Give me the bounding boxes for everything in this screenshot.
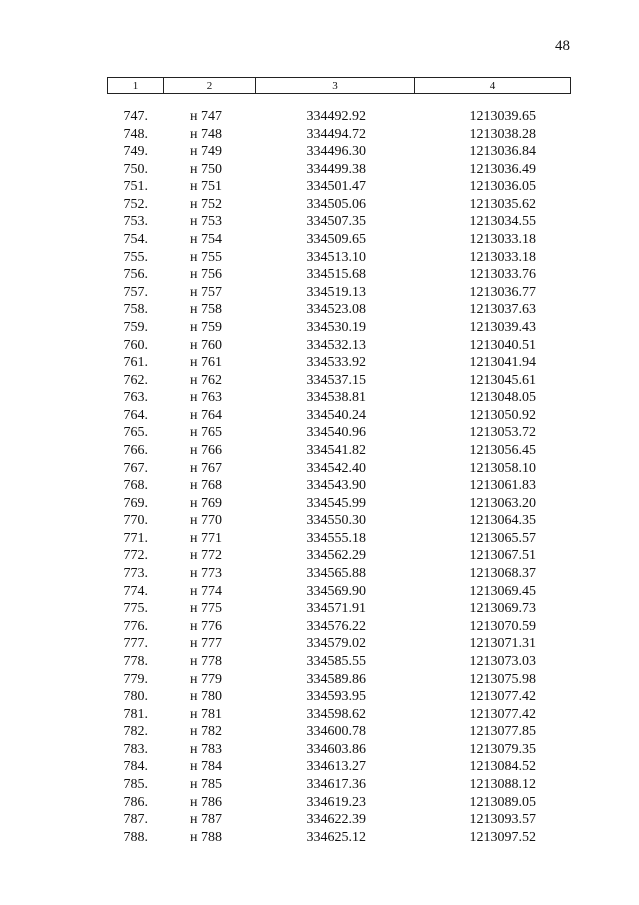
table-row [0,688,639,706]
coord-x: 334542.40 [306,460,366,476]
point-id: н 748 [190,126,222,142]
row-index: 762. [123,372,148,388]
row-index: 751. [123,179,148,195]
row-index: 772. [123,548,148,564]
coord-y: 1213063.20 [469,495,536,511]
coord-x: 334569.90 [306,583,366,599]
point-id: н 753 [190,214,222,230]
table-row [0,196,639,214]
point-id: н 754 [190,232,222,248]
row-index: 754. [123,232,148,248]
point-id: н 771 [190,530,222,546]
point-id: н 774 [190,583,222,599]
point-id: н 784 [190,759,222,775]
table-row [0,565,639,583]
table-row [0,618,639,636]
coord-x: 334492.92 [306,109,366,124]
point-id: н 755 [190,249,222,265]
coord-y: 1213065.57 [469,530,536,546]
coord-x: 334513.10 [306,249,366,265]
point-id: н 758 [190,302,222,318]
row-index: 774. [123,583,148,599]
point-id: н 757 [190,284,222,300]
point-id: н 788 [190,829,222,845]
coord-y: 1213035.62 [469,196,536,212]
coord-x: 334600.78 [306,724,366,740]
row-index: 783. [123,741,148,757]
coord-x: 334540.24 [306,407,366,423]
point-id: н 780 [190,689,222,705]
point-id: н 778 [190,653,222,669]
point-id: н 785 [190,776,222,792]
coord-x: 334593.95 [306,689,366,705]
coord-x: 334530.19 [306,319,366,335]
coord-y: 1213071.31 [469,636,536,652]
table-row [0,372,639,390]
coord-y: 1213036.49 [469,161,536,177]
coord-y: 1213037.63 [469,302,536,318]
column-header-2: 2 [164,78,256,94]
table-row [0,126,639,144]
coord-y: 1213089.05 [469,794,536,810]
row-index: 782. [123,724,148,740]
coord-x: 334543.90 [306,478,366,494]
coord-x: 334555.18 [306,530,366,546]
row-index: 767. [123,460,148,476]
point-id: н 761 [190,355,222,371]
table-row [0,284,639,302]
table-row [0,758,639,776]
point-id: н 766 [190,442,222,458]
coord-y: 1213041.94 [469,355,536,371]
table-row [0,266,639,284]
row-index: 749. [123,144,148,160]
point-id: н 775 [190,601,222,617]
coord-y: 1213056.45 [469,442,536,458]
table-row [0,424,639,442]
row-index: 755. [123,249,148,265]
point-id: н 781 [190,706,222,722]
coord-x: 334538.81 [306,390,366,406]
coord-x: 334507.35 [306,214,366,230]
coord-x: 334533.92 [306,355,366,371]
coord-y: 1213033.76 [469,267,536,283]
row-index: 775. [123,601,148,617]
coord-y: 1213048.05 [469,390,536,406]
coord-y: 1213040.51 [469,337,536,353]
coord-y: 1213075.98 [469,671,536,687]
coord-y: 1213064.35 [469,513,536,529]
coord-x: 334562.29 [306,548,366,564]
coord-x: 334589.86 [306,671,366,687]
coord-x: 334598.62 [306,706,366,722]
table-row [0,249,639,267]
point-id: н 768 [190,478,222,494]
table-row [0,231,639,249]
point-id: н 747 [190,109,222,124]
row-index: 763. [123,390,148,406]
coord-x: 334585.55 [306,653,366,669]
row-index: 788. [123,829,148,845]
coord-x: 334509.65 [306,232,366,248]
coord-x: 334540.96 [306,425,366,441]
point-id: н 786 [190,794,222,810]
coord-x: 334532.13 [306,337,366,353]
coord-y: 1213097.52 [469,829,536,845]
row-index: 773. [123,566,148,582]
point-id: н 765 [190,425,222,441]
point-id: н 749 [190,144,222,160]
point-id: н 750 [190,161,222,177]
row-index: 781. [123,706,148,722]
row-index: 766. [123,442,148,458]
table-row [0,389,639,407]
coord-y: 1213034.55 [469,214,536,230]
table-row [0,319,639,337]
coord-y: 1213088.12 [469,776,536,792]
coord-y: 1213038.28 [469,126,536,142]
row-index: 760. [123,337,148,353]
table-row [0,530,639,548]
coord-y: 1213039.65 [469,109,536,124]
row-index: 756. [123,267,148,283]
table-row [0,706,639,724]
point-id: н 773 [190,566,222,582]
coord-y: 1213039.43 [469,319,536,335]
coord-x: 334625.12 [306,829,366,845]
coord-x: 334501.47 [306,179,366,195]
point-id: н 759 [190,319,222,335]
point-id: н 760 [190,337,222,353]
table-row [0,108,639,126]
column-header-table [107,77,571,94]
coord-x: 334515.68 [306,267,366,283]
coord-x: 334603.86 [306,741,366,757]
coord-y: 1213069.45 [469,583,536,599]
point-id: н 776 [190,618,222,634]
table-row [0,495,639,513]
coord-x: 334519.13 [306,284,366,300]
coord-y: 1213053.72 [469,425,536,441]
row-index: 747. [123,109,148,124]
page-number: 48 [555,38,570,54]
table-row [0,723,639,741]
coord-x: 334617.36 [306,776,366,792]
table-row [0,460,639,478]
row-index: 753. [123,214,148,230]
point-id: н 772 [190,548,222,564]
table-row [0,337,639,355]
point-id: н 767 [190,460,222,476]
row-index: 785. [123,776,148,792]
table-row [0,477,639,495]
row-index: 784. [123,759,148,775]
table-row [0,671,639,689]
row-index: 776. [123,618,148,634]
row-index: 779. [123,671,148,687]
coord-x: 334494.72 [306,126,366,142]
coord-x: 334579.02 [306,636,366,652]
row-index: 780. [123,689,148,705]
coord-x: 334571.91 [306,601,366,617]
table-row [0,547,639,565]
coord-y: 1213067.51 [469,548,536,564]
coord-x: 334622.39 [306,812,366,828]
coord-x: 334523.08 [306,302,366,318]
row-index: 786. [123,794,148,810]
table-row [0,741,639,759]
coord-y: 1213079.35 [469,741,536,757]
table-row [0,161,639,179]
point-id: н 787 [190,812,222,828]
point-id: н 762 [190,372,222,388]
point-id: н 769 [190,495,222,511]
column-header-row [108,78,571,94]
coord-y: 1213084.52 [469,759,536,775]
table-row [0,829,639,847]
coord-x: 334499.38 [306,161,366,177]
coord-y: 1213068.37 [469,566,536,582]
table-row [0,653,639,671]
row-index: 787. [123,812,148,828]
coord-x: 334496.30 [306,144,366,160]
row-index: 748. [123,126,148,142]
point-id: н 763 [190,390,222,406]
coord-y: 1213033.18 [469,249,536,265]
table-row [0,600,639,618]
table-row [0,794,639,812]
table-row [0,583,639,601]
coord-x: 334576.22 [306,618,366,634]
coord-x: 334565.88 [306,566,366,582]
row-index: 757. [123,284,148,300]
coord-x: 334541.82 [306,442,366,458]
row-index: 778. [123,653,148,669]
table-row [0,354,639,372]
row-index: 759. [123,319,148,335]
coord-y: 1213077.42 [469,706,536,722]
column-header-3: 3 [256,78,415,94]
coord-y: 1213077.85 [469,724,536,740]
table-row [0,635,639,653]
point-id: н 777 [190,636,222,652]
coord-y: 1213050.92 [469,407,536,423]
row-index: 771. [123,530,148,546]
coord-x: 334545.99 [306,495,366,511]
row-index: 765. [123,425,148,441]
row-index: 750. [123,161,148,177]
column-header-1: 1 [108,78,164,94]
table-row [0,143,639,161]
point-id: н 779 [190,671,222,687]
coord-y: 1213073.03 [469,653,536,669]
coord-y: 1213077.42 [469,689,536,705]
table-row [0,442,639,460]
coord-y: 1213036.77 [469,284,536,300]
table-row [0,213,639,231]
table-row [0,407,639,425]
coord-y: 1213045.61 [469,372,536,388]
table-row [0,811,639,829]
point-id: н 770 [190,513,222,529]
table-row [0,178,639,196]
coord-y: 1213033.18 [469,232,536,248]
coordinate-table-body [0,108,639,846]
coord-y: 1213061.83 [469,478,536,494]
coord-y: 1213069.73 [469,601,536,617]
row-index: 769. [123,495,148,511]
row-index: 770. [123,513,148,529]
column-header-4: 4 [415,78,571,94]
point-id: н 752 [190,196,222,212]
header-divider [107,93,570,94]
row-index: 768. [123,478,148,494]
point-id: н 782 [190,724,222,740]
point-id: н 764 [190,407,222,423]
table-row [0,301,639,319]
point-id: н 751 [190,179,222,195]
coord-x: 334550.30 [306,513,366,529]
row-index: 758. [123,302,148,318]
row-index: 752. [123,196,148,212]
coord-y: 1213036.84 [469,144,536,160]
coord-y: 1213093.57 [469,812,536,828]
row-index: 777. [123,636,148,652]
coord-y: 1213036.05 [469,179,536,195]
coord-x: 334619.23 [306,794,366,810]
coord-x: 334505.06 [306,196,366,212]
table-row [0,776,639,794]
coord-y: 1213070.59 [469,618,536,634]
point-id: н 783 [190,741,222,757]
table-row [0,512,639,530]
row-index: 764. [123,407,148,423]
point-id: н 756 [190,267,222,283]
coord-y: 1213058.10 [469,460,536,476]
coord-x: 334613.27 [306,759,366,775]
coord-x: 334537.15 [306,372,366,388]
row-index: 761. [123,355,148,371]
